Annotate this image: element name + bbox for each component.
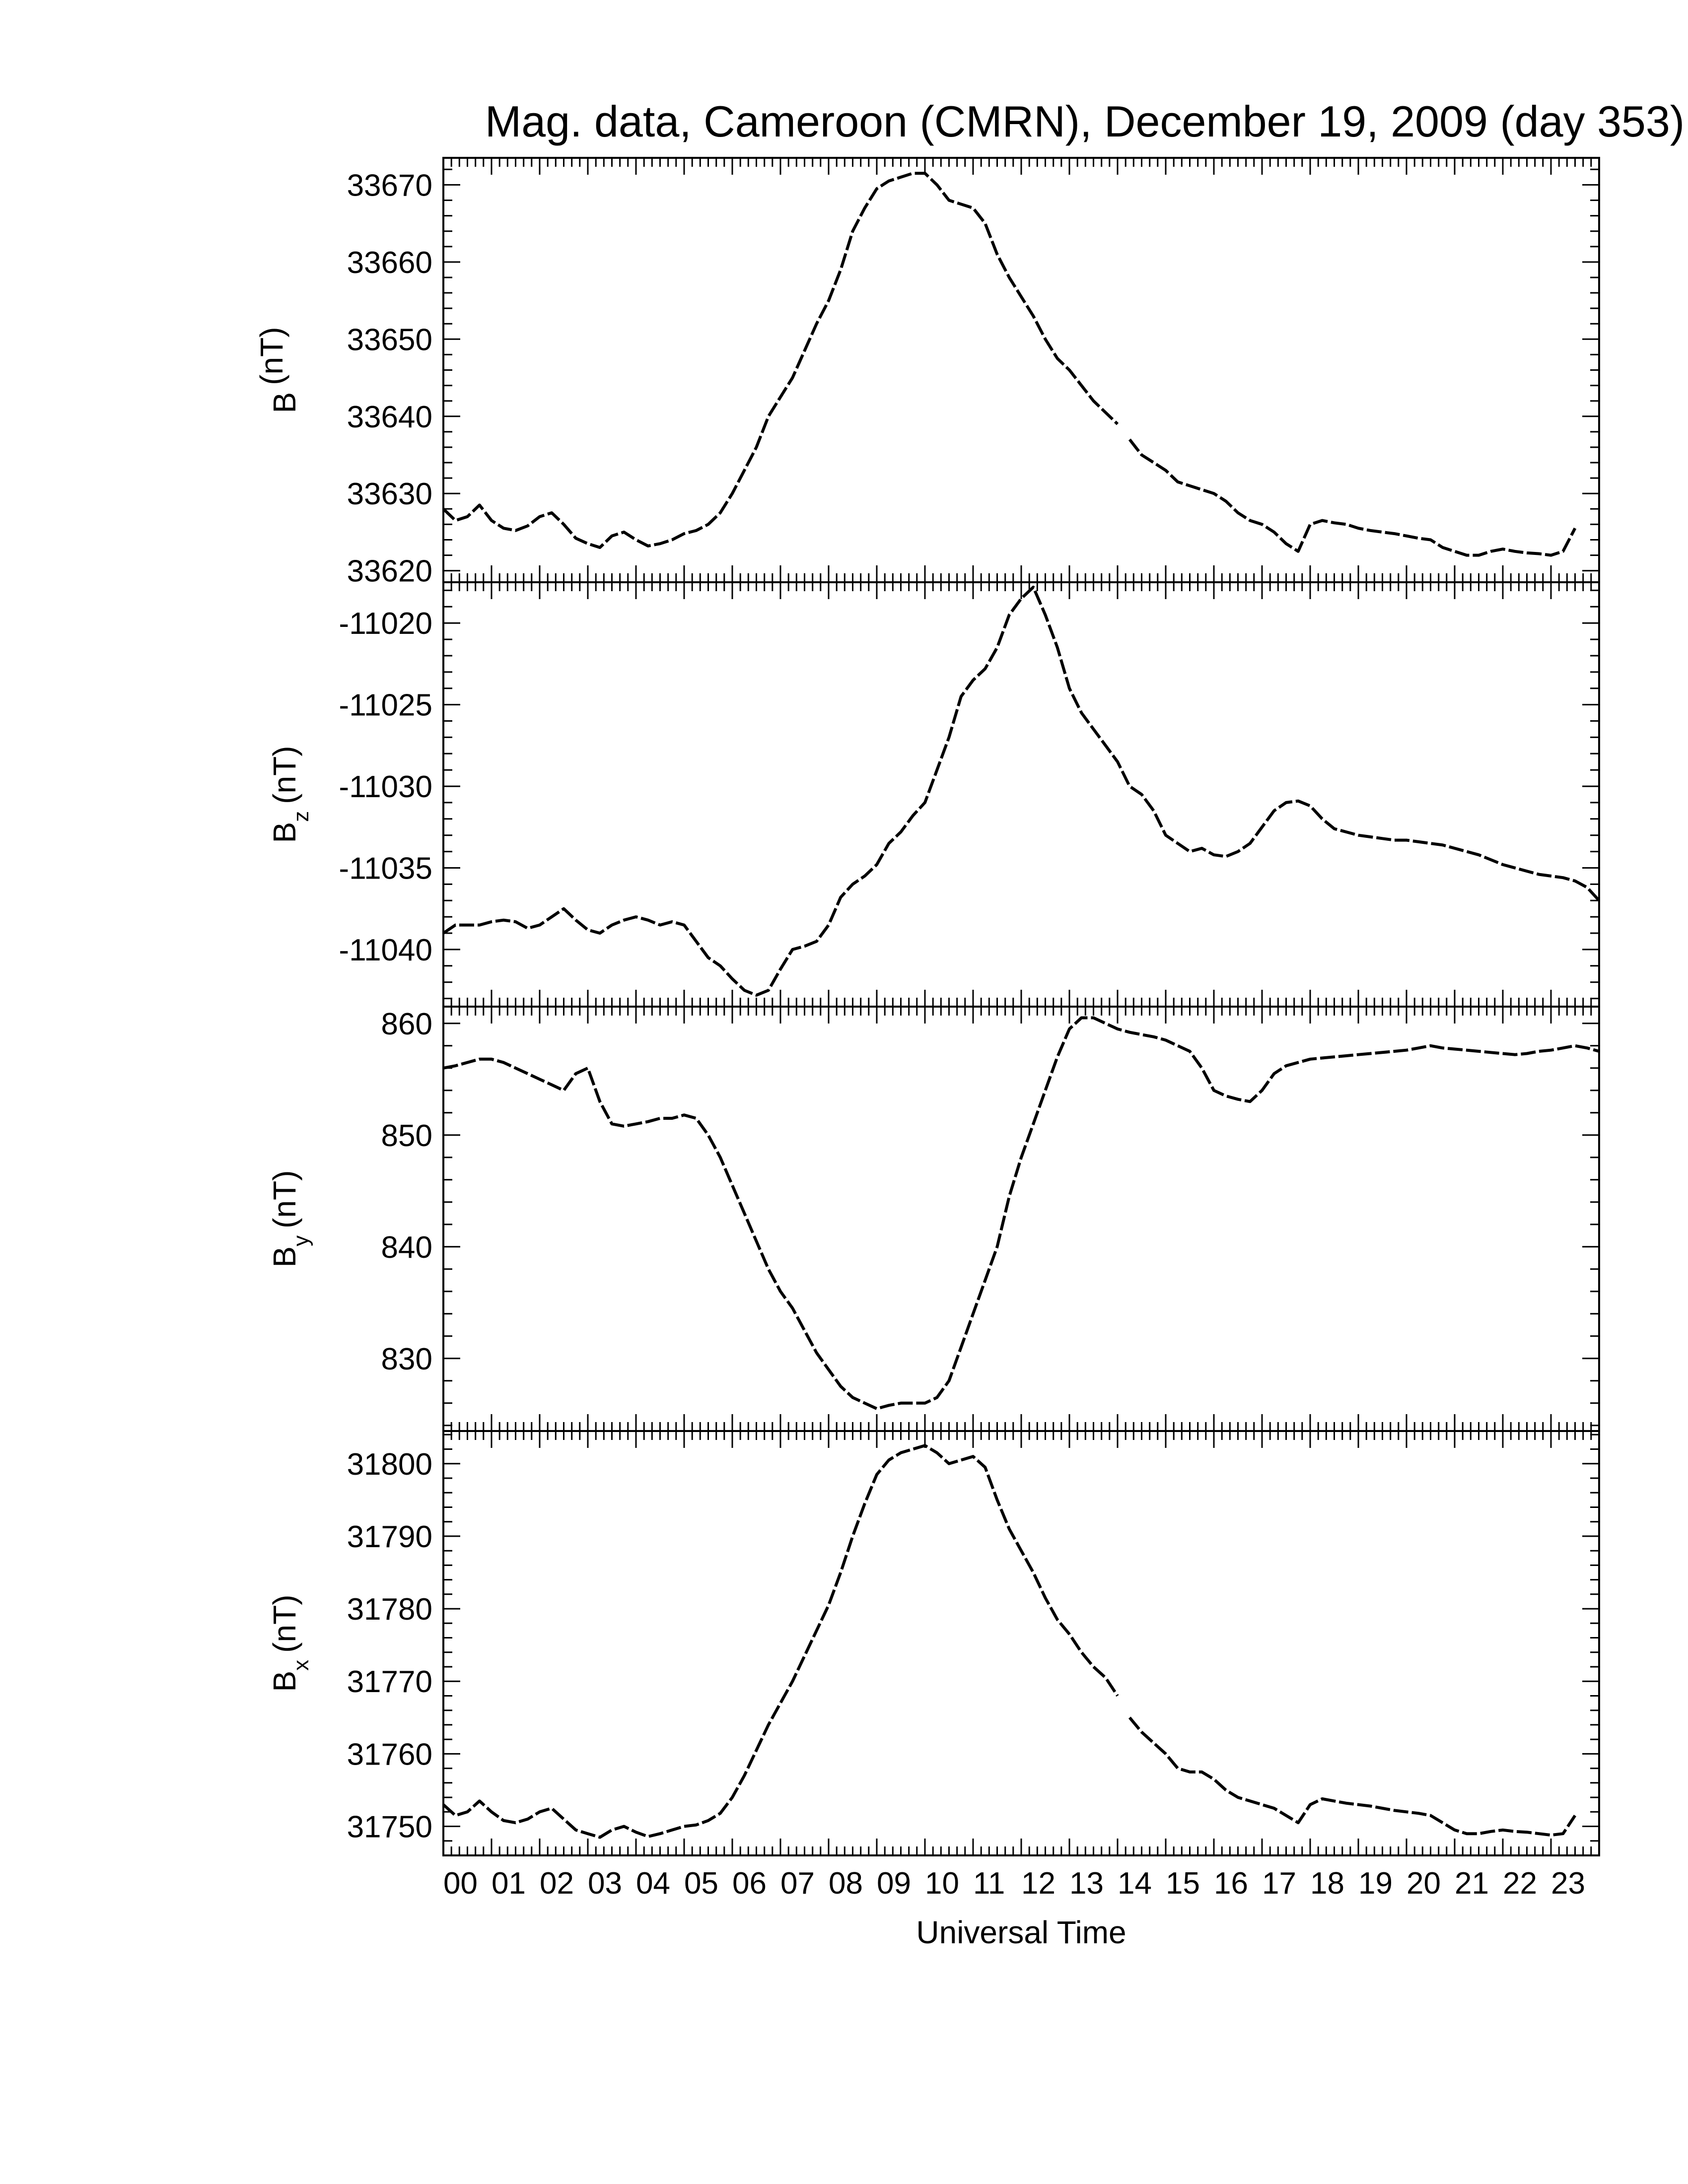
x-tick-marks: [443, 1431, 1599, 1855]
x-axis-label: Universal Time: [916, 1914, 1126, 1950]
y-tick-label: 840: [381, 1230, 432, 1265]
y-tick-label: -11025: [339, 688, 432, 723]
y-tick-label: 33660: [347, 245, 432, 280]
y-tick-label: 31750: [347, 1810, 432, 1844]
x-tick-label: 08: [829, 1866, 863, 1901]
y-axis-label-subscript: z: [289, 811, 313, 822]
x-tick-label: 11: [973, 1866, 1005, 1901]
y-axis-label-unit: (nT): [267, 746, 302, 804]
y-tick-marks: [443, 169, 1599, 570]
x-tick-label: 07: [780, 1866, 815, 1901]
y-tick-label: 850: [381, 1118, 432, 1153]
y-tick-label: -11040: [339, 933, 432, 967]
y-axis-label: [267, 1595, 313, 1692]
x-tick-label: 10: [925, 1866, 959, 1901]
panels-group: [254, 158, 1599, 1855]
x-tick-label: 09: [877, 1866, 911, 1901]
y-tick-label: 31770: [347, 1665, 432, 1700]
y-axis-label: [254, 327, 302, 413]
y-tick-label: 33640: [347, 400, 432, 434]
y-axis-label-subscript: y: [289, 1235, 313, 1246]
panel-frame: [443, 1007, 1599, 1431]
x-tick-label: 18: [1310, 1866, 1344, 1901]
y-axis-label-main: B: [267, 1246, 302, 1268]
y-tick-marks: [443, 1024, 1599, 1426]
y-axis-label: [267, 1170, 313, 1268]
series-line-bz: [443, 587, 1599, 995]
y-tick-label: 31760: [347, 1737, 432, 1772]
y-tick-label: -11035: [339, 851, 432, 886]
chart-title: Mag. data, Cameroon (CMRN), December 19, 2009 (day 353): [485, 97, 1685, 146]
x-tick-marks: [443, 1007, 1599, 1431]
series-line-bx: [443, 1445, 1575, 1837]
y-tick-marks: [443, 1434, 1599, 1855]
x-tick-label: 00: [443, 1866, 478, 1901]
y-tick-label: 33620: [347, 554, 432, 589]
x-tick-label: 19: [1358, 1866, 1393, 1901]
x-tick-label: 15: [1166, 1866, 1200, 1901]
y-axis-label-main: B: [267, 1670, 302, 1692]
x-tick-label: 02: [540, 1866, 574, 1901]
x-tick-label: 21: [1455, 1866, 1489, 1901]
x-tick-label: 06: [732, 1866, 767, 1901]
series-line-b: [443, 173, 1575, 555]
x-tick-label: 20: [1407, 1866, 1441, 1901]
panel-frame: [443, 158, 1599, 582]
panel-frame: [443, 582, 1599, 1007]
y-axis-label-main: B: [267, 392, 302, 413]
panel-by: [267, 1007, 1599, 1431]
panel-bx: [267, 1431, 1599, 1855]
y-axis-label: [267, 746, 313, 843]
x-tick-label: 03: [588, 1866, 622, 1901]
x-tick-label: 23: [1551, 1866, 1585, 1901]
panel-bz: [267, 582, 1599, 1007]
panel-b: [254, 158, 1599, 589]
series-line-by: [443, 1018, 1599, 1409]
y-axis-label-unit: (nT): [254, 327, 289, 385]
y-axis-label-subscript: x: [289, 1659, 313, 1671]
x-tick-label: 05: [684, 1866, 718, 1901]
y-tick-label: 31780: [347, 1592, 432, 1627]
x-tick-label: 14: [1118, 1866, 1152, 1901]
x-tick-label: 04: [636, 1866, 670, 1901]
x-tick-label: 22: [1503, 1866, 1537, 1901]
y-tick-label: 830: [381, 1342, 432, 1376]
y-tick-label: 33650: [347, 323, 432, 357]
x-tick-label: 01: [492, 1866, 526, 1901]
time-axis-labels: [443, 1866, 1585, 1901]
y-tick-label: -11020: [339, 607, 432, 641]
y-tick-marks: [443, 590, 1599, 998]
x-tick-label: 12: [1021, 1866, 1055, 1901]
y-tick-label: -11030: [339, 770, 432, 805]
y-tick-label: 860: [381, 1007, 432, 1041]
x-tick-label: 13: [1069, 1866, 1104, 1901]
y-tick-label: 31800: [347, 1447, 432, 1482]
x-tick-label: 16: [1214, 1866, 1248, 1901]
x-tick-marks: [443, 158, 1599, 582]
y-axis-label-unit: (nT): [267, 1594, 302, 1653]
y-axis-label-unit: (nT): [267, 1170, 302, 1228]
panel-frame: [443, 1431, 1599, 1855]
y-tick-label: 31790: [347, 1519, 432, 1554]
x-tick-marks: [443, 582, 1599, 1007]
y-tick-label: 33670: [347, 168, 432, 203]
x-tick-label: 17: [1262, 1866, 1296, 1901]
y-tick-label: 33630: [347, 477, 432, 512]
y-axis-label-main: B: [267, 821, 302, 843]
